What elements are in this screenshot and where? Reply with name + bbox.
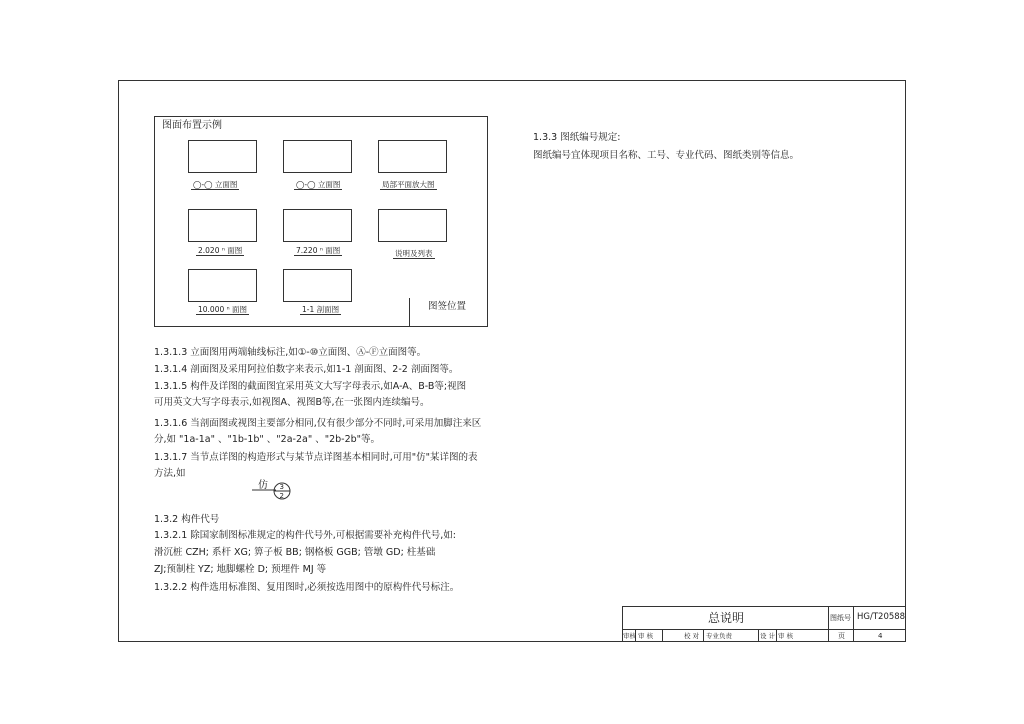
signoff-label: 审 核	[638, 632, 654, 640]
layout-panel	[188, 140, 257, 173]
title-block-col-divider	[853, 606, 854, 642]
signoff-label: 设 计	[760, 632, 776, 640]
drawing-number-label: 图纸号	[830, 614, 851, 622]
section-1-3-1-5-cont: 可用英文大写字母表示,如视图A、视图B等,在一张图内连续编号。	[154, 397, 430, 408]
signoff-divider	[776, 629, 777, 642]
layout-panel	[378, 140, 447, 173]
signoff-label: 审核	[623, 632, 636, 640]
fang-bottom-number: 2	[279, 492, 284, 500]
title-block-area-label: 图签位置	[428, 301, 467, 312]
signoff-divider	[703, 629, 704, 642]
panel-caption: 局部平面放大图	[382, 180, 435, 189]
section-1-3-3-heading: 1.3.3 图纸编号规定:	[533, 132, 621, 143]
section-1-3-1-6: 1.3.1.6 当剖面图或视图主要部分相同,仅有很少部分不同时,可采用加脚注来区	[154, 418, 482, 429]
section-1-3-1-5: 1.3.1.5 构件及详图的截面图宜采用英文大写字母表示,如A-A、B-B等;视图	[154, 381, 467, 392]
layout-panel	[378, 209, 447, 242]
signoff-divider	[758, 629, 759, 642]
section-1-3-2-1: 1.3.2.1 除国家制图标准规定的构件代号外,可根据需要补充构件代号,如:	[154, 530, 456, 541]
layout-panel	[188, 209, 257, 242]
signoff-label: 专业负责	[706, 632, 732, 640]
signoff-divider	[662, 629, 663, 642]
layout-panel	[283, 269, 352, 302]
section-1-3-2-1-codes: 滑沉桩 CZH; 系杆 XG; 箅子板 BB; 钢格板 GGB; 管墩 GD; 柱基础	[154, 547, 436, 558]
signoff-label: 审 核	[778, 632, 794, 640]
fang-top-number: 3	[279, 483, 284, 491]
panel-caption: 1-1 剖面图	[302, 305, 340, 314]
section-1-3-1-6-cont: 分,如 "1a-1a" 、"1b-1b" 、"2a-2a" 、"2b-2b"等。	[154, 434, 381, 445]
panel-caption: 10.000 ⁿ 面图	[198, 305, 247, 314]
title-block-col-divider	[828, 606, 829, 642]
page-label: 页	[838, 632, 845, 640]
section-1-3-2-1-codes-cont: ZJ;预制柱 YZ; 地脚螺栓 D; 预埋件 MJ 等	[154, 564, 327, 575]
page-number: 4	[878, 632, 883, 640]
layout-panel	[188, 269, 257, 302]
panel-caption: ◯-◯ 立面图	[193, 180, 238, 189]
panel-caption: ◯-◯ 立面图	[296, 180, 341, 189]
section-1-3-1-4: 1.3.1.4 剖面图及采用阿拉伯数字来表示,如1-1 剖面图、2-2 剖面图等。	[154, 364, 459, 375]
fang-symbol-text: 仿	[258, 480, 268, 491]
title-block-area-divider	[409, 298, 410, 327]
section-1-3-2-2: 1.3.2.2 构件选用标准图、复用图时,必须按选用图中的原构件代号标注。	[154, 582, 460, 593]
panel-caption: 7.220 ⁿ 面图	[296, 246, 341, 255]
signoff-label: 校 对	[684, 632, 700, 640]
layout-example-title: 图面布置示例	[162, 120, 222, 131]
layout-panel	[283, 140, 352, 173]
section-1-3-1-7-cont: 方法,如	[154, 468, 186, 479]
section-1-3-3-body: 图纸编号宜体现项目名称、工号、专业代码、图纸类别等信息。	[533, 150, 800, 161]
section-1-3-2-heading: 1.3.2 构件代号	[154, 514, 220, 525]
panel-caption: 2.020 ⁿ 面图	[198, 246, 243, 255]
panel-caption: 说明及列表	[395, 249, 433, 258]
drawing-title: 总说明	[708, 611, 745, 625]
section-1-3-1-7: 1.3.1.7 当节点详图的构造形式与某节点详图基本相同时,可用"仿"某详图的表	[154, 452, 478, 463]
fang-detail-symbol	[250, 478, 300, 504]
layout-panel	[283, 209, 352, 242]
title-block-row-divider	[622, 629, 906, 630]
section-1-3-1-3: 1.3.1.3 立面图用两端轴线标注,如①-⑩立面图、Ⓐ-Ⓕ立面图等。	[154, 347, 427, 358]
drawing-number: HG/T20588	[857, 612, 906, 622]
